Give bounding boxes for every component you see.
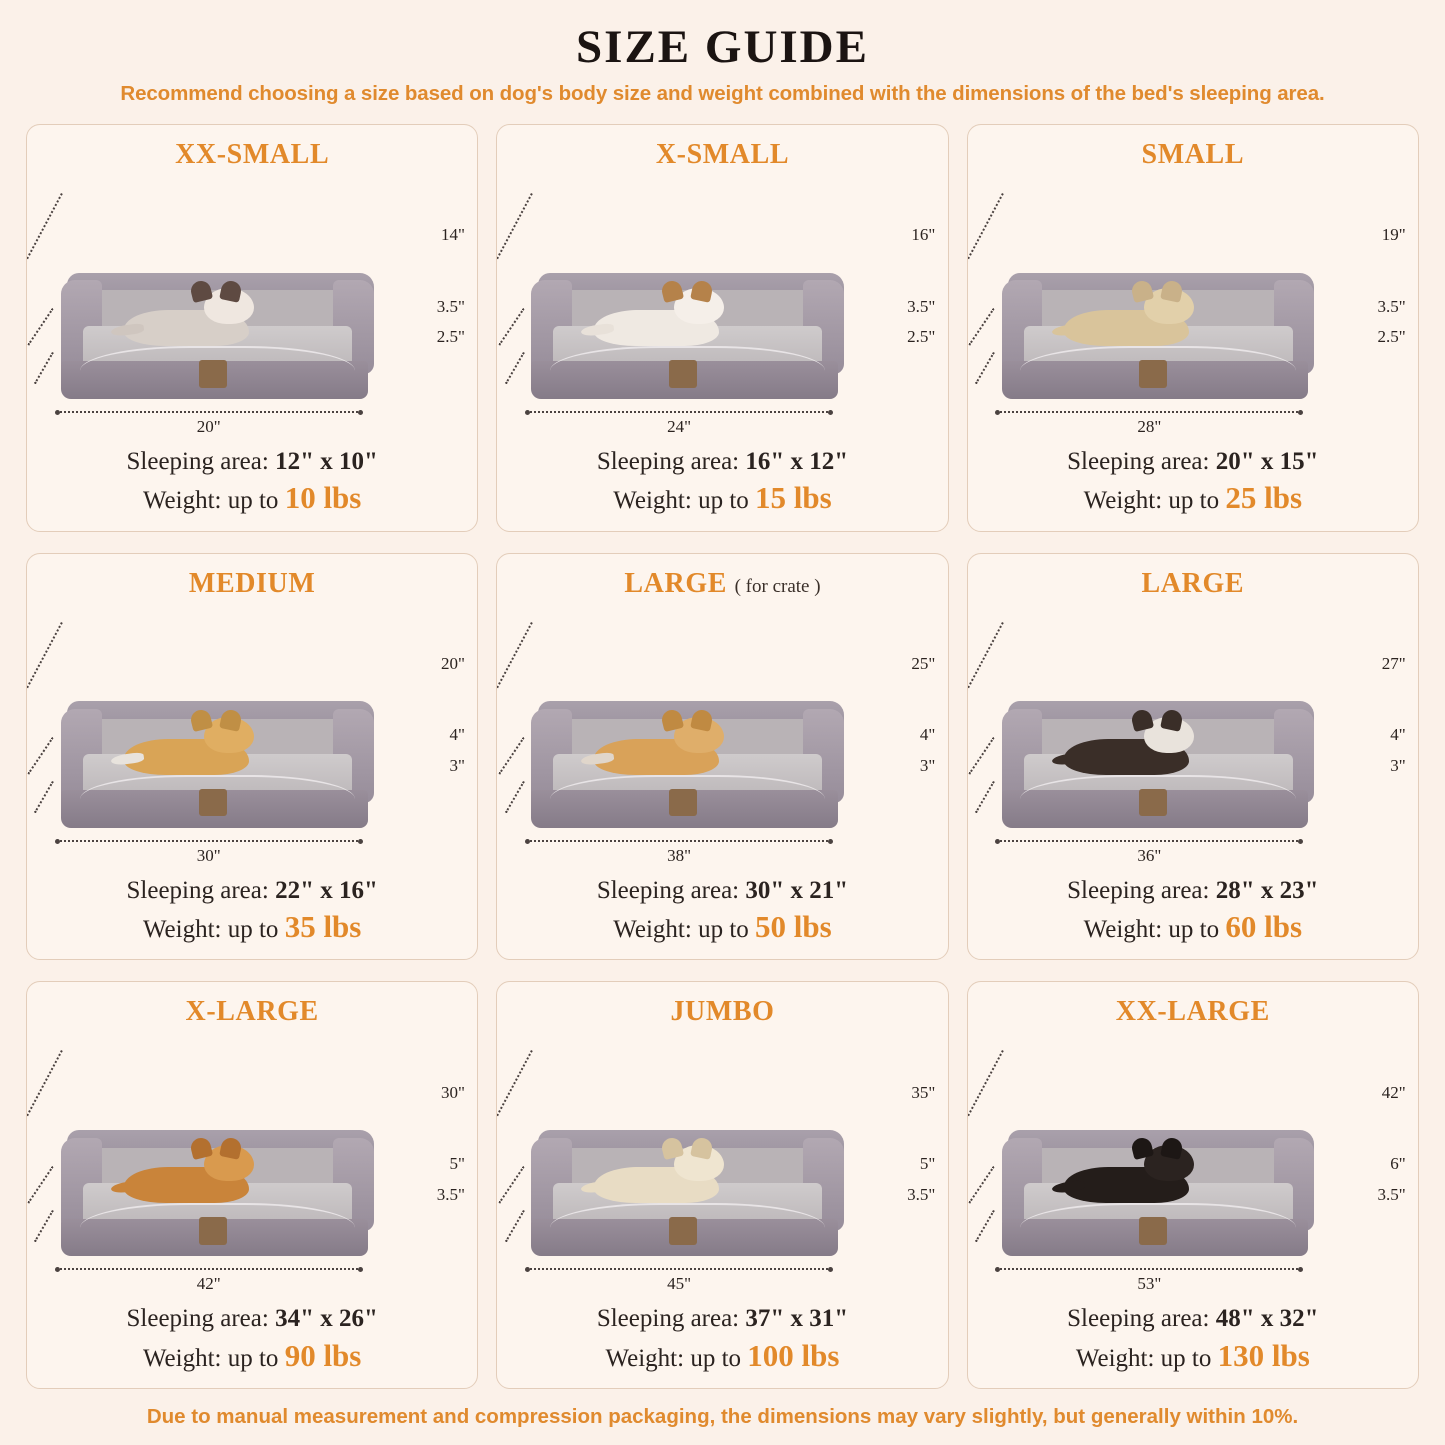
sleeping-area-label: Sleeping area: bbox=[1067, 447, 1210, 475]
bed-brand-tag bbox=[669, 1217, 697, 1245]
size-card bbox=[967, 124, 1419, 532]
weight-label: Weight: bbox=[1083, 916, 1163, 944]
width-label: 30" bbox=[196, 845, 221, 865]
size-card-title bbox=[624, 568, 820, 600]
width-label: 38" bbox=[667, 845, 692, 865]
size-name: SMALL bbox=[1141, 139, 1245, 170]
height-bottom-label: 3" bbox=[1390, 756, 1406, 776]
sleeping-area-value: 28" x 23" bbox=[1215, 876, 1319, 904]
width-label: 45" bbox=[667, 1274, 692, 1294]
size-card-title bbox=[670, 996, 774, 1028]
sleeping-area-line bbox=[35, 1303, 469, 1336]
depth-label: 20" bbox=[441, 653, 465, 673]
dimension-leader-height-top bbox=[498, 1166, 524, 1204]
dimension-labels bbox=[348, 1072, 465, 1242]
sleeping-area-line bbox=[35, 446, 469, 479]
weight-line bbox=[505, 478, 939, 518]
sleeping-area-value: 16" x 12" bbox=[745, 447, 849, 475]
weight-line bbox=[976, 1336, 1410, 1376]
weight-value: 90 lbs bbox=[284, 1337, 362, 1373]
bed-brand-tag bbox=[199, 360, 227, 388]
bed-illustration bbox=[505, 171, 939, 446]
dimension-leader-height-bottom bbox=[975, 1210, 995, 1242]
bed-illustration bbox=[35, 171, 469, 446]
up-to-label: up to bbox=[698, 916, 749, 944]
up-to-label: up to bbox=[227, 1344, 279, 1372]
pet-photo-golden-retriever bbox=[124, 1145, 249, 1203]
size-card-title bbox=[175, 139, 329, 171]
pet-photo-french-bulldog bbox=[1064, 288, 1189, 346]
weight-value: 35 lbs bbox=[284, 909, 362, 945]
width-dimension-line bbox=[997, 1268, 1301, 1294]
dimension-leader-height-top bbox=[968, 737, 994, 775]
weight-label: Weight: bbox=[605, 1344, 685, 1372]
sleeping-area-value: 12" x 10" bbox=[275, 447, 378, 475]
sleeping-area-label: Sleeping area: bbox=[596, 447, 740, 475]
sleeping-area-value: 22" x 16" bbox=[275, 876, 378, 904]
size-name: X-LARGE bbox=[185, 996, 319, 1028]
size-specs bbox=[976, 1303, 1410, 1380]
size-specs bbox=[505, 1303, 939, 1380]
dimension-leader-height-top bbox=[28, 308, 54, 346]
dimension-leader-height-bottom bbox=[505, 1210, 525, 1242]
up-to-label: up to bbox=[1168, 916, 1220, 944]
sleeping-area-line bbox=[35, 875, 469, 908]
depth-label: 16" bbox=[911, 225, 936, 245]
bed-brand-tag bbox=[1139, 1217, 1167, 1245]
sleeping-area-line bbox=[976, 1303, 1410, 1336]
height-bottom-label: 3.5" bbox=[436, 1184, 465, 1204]
page-title: SIZE GUIDE bbox=[576, 21, 869, 73]
dog-bed-graphic bbox=[531, 1130, 844, 1256]
size-name: LARGE bbox=[1141, 567, 1245, 599]
bed-brand-tag bbox=[1139, 360, 1167, 388]
dimension-labels bbox=[818, 215, 935, 385]
pet-photo-shiba-inu bbox=[594, 717, 719, 775]
up-to-label: up to bbox=[227, 487, 279, 515]
width-dimension-line bbox=[57, 411, 361, 436]
width-dimension-line bbox=[57, 1268, 361, 1294]
weight-label: Weight: bbox=[613, 916, 692, 944]
width-dimension-line bbox=[997, 411, 1301, 436]
depth-label: 30" bbox=[441, 1082, 465, 1102]
sleeping-area-value: 20" x 15" bbox=[1215, 447, 1319, 475]
dimension-leader-height-bottom bbox=[35, 781, 55, 813]
height-top-label: 4" bbox=[1390, 725, 1406, 745]
sleeping-area-label: Sleeping area: bbox=[1067, 876, 1210, 904]
sleeping-area-label: Sleeping area: bbox=[1067, 1305, 1210, 1333]
bed-illustration bbox=[505, 600, 939, 875]
pet-photo-border-collie bbox=[1064, 717, 1189, 775]
width-dimension-line bbox=[527, 411, 831, 436]
bed-illustration bbox=[976, 600, 1410, 875]
height-top-label: 4" bbox=[919, 725, 936, 745]
weight-value: 10 lbs bbox=[284, 480, 362, 516]
weight-line bbox=[35, 907, 469, 947]
sleeping-area-line bbox=[505, 446, 939, 479]
size-specs bbox=[976, 446, 1410, 523]
sleeping-area-line bbox=[976, 875, 1410, 908]
sleeping-area-label: Sleeping area: bbox=[596, 1305, 740, 1333]
weight-line bbox=[505, 907, 939, 947]
size-card bbox=[26, 553, 478, 961]
weight-line bbox=[976, 907, 1410, 947]
size-card-title bbox=[1116, 996, 1270, 1028]
pet-photo-rottweiler bbox=[1064, 1145, 1189, 1203]
height-top-label: 6" bbox=[1390, 1154, 1406, 1174]
bed-brand-tag bbox=[199, 1217, 227, 1245]
dimension-leader-height-bottom bbox=[505, 781, 525, 813]
depth-label: 19" bbox=[1381, 225, 1406, 245]
dimension-labels bbox=[348, 215, 465, 385]
size-card bbox=[26, 981, 478, 1389]
width-label: 53" bbox=[1137, 1274, 1162, 1294]
page-subtitle: Recommend choosing a size based on dog's body size and weight combined with the dimensions of the bed's sleeping area. bbox=[120, 82, 1325, 105]
size-card-title bbox=[1142, 568, 1245, 600]
height-bottom-label: 2.5" bbox=[436, 327, 465, 347]
size-name: JUMBO bbox=[670, 996, 775, 1028]
sleeping-area-label: Sleeping area: bbox=[126, 447, 269, 475]
dog-bed-graphic bbox=[1002, 1130, 1315, 1256]
size-name: MEDIUM bbox=[188, 567, 316, 599]
dimension-leader-height-top bbox=[498, 308, 524, 346]
size-name: X-SMALL bbox=[655, 139, 790, 170]
dog-bed-graphic bbox=[531, 273, 844, 399]
dimension-labels bbox=[1288, 1072, 1405, 1242]
dimension-labels bbox=[818, 644, 935, 814]
dimension-leader-depth bbox=[496, 622, 533, 720]
dog-bed-graphic bbox=[61, 273, 374, 399]
width-dimension-line bbox=[57, 840, 361, 865]
depth-label: 42" bbox=[1381, 1082, 1406, 1102]
bed-illustration bbox=[976, 171, 1410, 446]
dimension-leader-depth bbox=[26, 1050, 63, 1148]
size-card bbox=[26, 124, 478, 532]
depth-label: 25" bbox=[911, 653, 936, 673]
size-specs bbox=[976, 875, 1410, 952]
weight-line bbox=[35, 478, 469, 518]
weight-value: 15 lbs bbox=[755, 480, 832, 516]
weight-label: Weight: bbox=[142, 487, 222, 515]
height-top-label: 5" bbox=[449, 1154, 465, 1174]
weight-label: Weight: bbox=[613, 487, 692, 515]
dimension-leader-height-top bbox=[498, 737, 524, 775]
height-bottom-label: 3" bbox=[449, 756, 465, 776]
dimension-leader-height-bottom bbox=[975, 352, 995, 384]
sleeping-area-label: Sleeping area: bbox=[596, 876, 740, 904]
bed-brand-tag bbox=[1139, 789, 1167, 817]
bed-illustration bbox=[35, 600, 469, 875]
bed-illustration bbox=[976, 1028, 1410, 1303]
height-top-label: 5" bbox=[919, 1154, 936, 1174]
height-bottom-label: 2.5" bbox=[907, 327, 936, 347]
size-card-title bbox=[186, 996, 319, 1028]
weight-value: 25 lbs bbox=[1225, 480, 1303, 516]
dimension-leader-depth bbox=[26, 622, 63, 720]
dimension-leader-height-bottom bbox=[975, 781, 995, 813]
height-bottom-label: 3" bbox=[919, 756, 936, 776]
size-note: ( for crate ) bbox=[734, 575, 821, 597]
width-dimension-line bbox=[527, 840, 831, 865]
dog-bed-graphic bbox=[1002, 701, 1315, 827]
disclaimer-note: Due to manual measurement and compression packaging, the dimensions may vary slightly, but generally within 10%. bbox=[146, 1405, 1299, 1428]
dimension-labels bbox=[1288, 215, 1405, 385]
weight-label: Weight: bbox=[1083, 487, 1163, 515]
dimension-leader-depth bbox=[967, 1050, 1004, 1148]
width-label: 42" bbox=[196, 1274, 221, 1294]
dog-bed-graphic bbox=[61, 701, 374, 827]
size-name: XX-SMALL bbox=[175, 139, 330, 170]
size-card bbox=[967, 553, 1419, 961]
sleeping-area-value: 30" x 21" bbox=[745, 876, 849, 904]
size-card-title bbox=[1142, 139, 1245, 171]
depth-label: 35" bbox=[911, 1082, 936, 1102]
height-top-label: 4" bbox=[449, 725, 465, 745]
up-to-label: up to bbox=[227, 916, 279, 944]
bed-brand-tag bbox=[669, 789, 697, 817]
dimension-leader-height-top bbox=[968, 1166, 994, 1204]
size-card bbox=[967, 981, 1419, 1389]
width-label: 28" bbox=[1137, 416, 1162, 436]
size-name: XX-LARGE bbox=[1115, 996, 1270, 1028]
bed-illustration bbox=[505, 1028, 939, 1303]
size-specs bbox=[35, 1303, 469, 1380]
size-name: LARGE bbox=[624, 567, 727, 599]
sleeping-area-line bbox=[505, 1303, 939, 1336]
up-to-label: up to bbox=[698, 487, 749, 515]
weight-value: 60 lbs bbox=[1225, 909, 1303, 945]
height-top-label: 3.5" bbox=[1377, 296, 1406, 316]
sleeping-area-line bbox=[976, 446, 1410, 479]
width-label: 20" bbox=[196, 416, 221, 436]
weight-label: Weight: bbox=[142, 1344, 222, 1372]
depth-label: 14" bbox=[441, 225, 465, 245]
sleeping-area-label: Sleeping area: bbox=[126, 1305, 269, 1333]
pet-photo-corgi bbox=[124, 717, 249, 775]
dimension-leader-height-top bbox=[28, 1166, 54, 1204]
dimension-labels bbox=[1288, 644, 1405, 814]
weight-label: Weight: bbox=[142, 916, 222, 944]
up-to-label: up to bbox=[1168, 487, 1220, 515]
dimension-labels bbox=[818, 1072, 935, 1242]
dog-bed-graphic bbox=[61, 1130, 374, 1256]
bed-brand-tag bbox=[199, 789, 227, 817]
height-top-label: 3.5" bbox=[436, 296, 465, 316]
dimension-leader-height-top bbox=[968, 308, 994, 346]
dimension-leader-depth bbox=[496, 1050, 533, 1148]
sleeping-area-label: Sleeping area: bbox=[126, 876, 269, 904]
weight-value: 50 lbs bbox=[755, 909, 832, 945]
dimension-leader-height-top bbox=[28, 737, 54, 775]
depth-label: 27" bbox=[1381, 653, 1406, 673]
sleeping-area-value: 37" x 31" bbox=[745, 1305, 849, 1333]
up-to-label: up to bbox=[690, 1344, 742, 1372]
weight-label: Weight: bbox=[1075, 1344, 1155, 1372]
height-bottom-label: 2.5" bbox=[1377, 327, 1406, 347]
height-top-label: 3.5" bbox=[907, 296, 936, 316]
dimension-leader-height-bottom bbox=[505, 352, 525, 384]
width-label: 36" bbox=[1137, 845, 1162, 865]
bed-illustration bbox=[35, 1028, 469, 1303]
weight-value: 100 lbs bbox=[747, 1337, 840, 1373]
weight-value: 130 lbs bbox=[1217, 1337, 1310, 1373]
pet-photo-labrador bbox=[594, 1145, 719, 1203]
weight-line bbox=[976, 478, 1410, 518]
bed-brand-tag bbox=[669, 360, 697, 388]
size-card-title bbox=[189, 568, 315, 600]
size-card bbox=[496, 553, 948, 961]
dimension-leader-height-bottom bbox=[35, 352, 55, 384]
dimension-leader-depth bbox=[967, 193, 1004, 291]
size-card-grid bbox=[26, 124, 1419, 1389]
dimension-leader-height-bottom bbox=[35, 1210, 55, 1242]
size-specs bbox=[35, 875, 469, 952]
width-dimension-line bbox=[997, 840, 1301, 865]
dimension-leader-depth bbox=[967, 622, 1004, 720]
dog-bed-graphic bbox=[531, 701, 844, 827]
width-dimension-line bbox=[527, 1268, 831, 1294]
up-to-label: up to bbox=[1160, 1344, 1212, 1372]
size-specs bbox=[35, 446, 469, 523]
dog-bed-graphic bbox=[1002, 273, 1315, 399]
size-card-title bbox=[656, 139, 789, 171]
size-specs bbox=[505, 446, 939, 523]
size-specs bbox=[505, 875, 939, 952]
weight-line bbox=[35, 1336, 469, 1376]
dimension-leader-depth bbox=[496, 193, 533, 291]
sleeping-area-value: 48" x 32" bbox=[1215, 1305, 1319, 1333]
height-bottom-label: 3.5" bbox=[1377, 1184, 1406, 1204]
sleeping-area-line bbox=[505, 875, 939, 908]
size-card bbox=[496, 124, 948, 532]
weight-line bbox=[505, 1336, 939, 1376]
pet-photo-ragdoll-cat bbox=[124, 288, 249, 346]
pet-photo-shih-tzu bbox=[594, 288, 719, 346]
sleeping-area-value: 34" x 26" bbox=[275, 1305, 378, 1333]
width-label: 24" bbox=[667, 416, 692, 436]
size-card bbox=[496, 981, 948, 1389]
dimension-leader-depth bbox=[26, 193, 63, 291]
height-bottom-label: 3.5" bbox=[907, 1184, 936, 1204]
dimension-labels bbox=[348, 644, 465, 814]
